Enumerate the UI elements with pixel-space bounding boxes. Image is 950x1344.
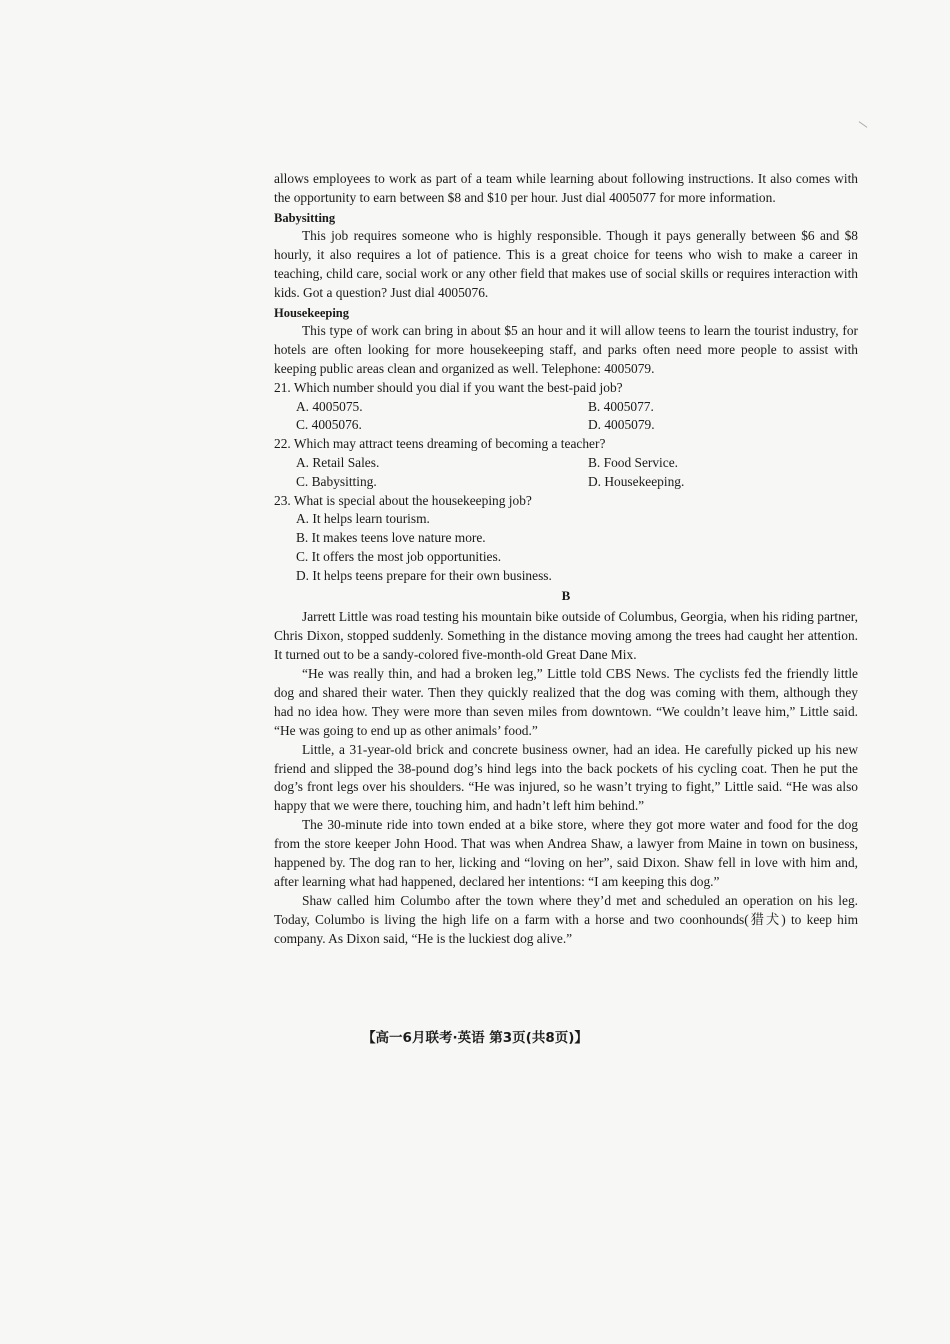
question-22 xyxy=(274,435,858,491)
question-options xyxy=(274,398,858,436)
option-b[interactable]: B. Food Service. xyxy=(588,454,679,470)
babysitting-text: This job requires someone who is highly responsible. Though it pays generally between $6 and $8 hourly, it also requires a lot of patience. This is a great choice for teens who wish to make a career in teaching, child care, social work or any other field that makes use of social skills or requires interaction with kids. Got a question? Just dial 4005076. xyxy=(274,228,858,300)
section-b-label: B xyxy=(561,587,571,603)
question-21 xyxy=(274,379,858,435)
passage-b-paragraph: Little, a 31-year-old brick and concrete business owner, had an idea. He carefully picked up his new friend and slipped the 38-pound dog’s hind legs into the back pockets of his cycling coat. Then he put the dog’s front legs over his shoulders. “He was injured, so he wasn’t trying to fight,” Little said. “He was also happy that we were there, touching him, and hadn’t left him behind.” xyxy=(274,741,858,814)
passage-b-paragraph: “He was really thin, and had a broken leg,” Little told CBS News. The cyclists fed the friendly little dog and shared their water. Then they quickly realized that the dog was coming with them, although they had no idea how. They were more than seven miles from downtown. “We couldn’t leave him,” Little said. “He was going to end up as other animals’ food.” xyxy=(274,666,858,738)
question-options xyxy=(274,454,858,492)
question-options xyxy=(274,510,858,585)
housekeeping-text: This type of work can bring in about $5 an hour and it will allow teens to learn the tourist industry, for hotels are often looking for more housekeeping staff, and parks often need more people to assist with keeping public areas clean and organized as well. Telephone: 4005079. xyxy=(274,323,858,376)
passage-b-paragraph: Jarrett Little was road testing his mountain bike outside of Columbus, Georgia, when his riding partner, Chris Dixon, stopped suddenly. Something in the distance moving among the trees had caught her attention. It turned out to be a sandy-colored five-month-old Great Dane Mix. xyxy=(274,609,858,663)
heading-housekeeping: Housekeeping xyxy=(274,305,350,320)
option-d[interactable]: D. Housekeeping. xyxy=(588,473,685,489)
option-a[interactable]: A. Retail Sales. xyxy=(296,454,380,470)
passage-b-paragraph: Shaw called him Columbo after the town where they’d met and scheduled an operation on his leg. Today, Columbo is living the high life on a farm with a horse and two coonhounds(猎犬) to keep him company. As Dixon said, “He is the luckiest dog alive.” xyxy=(274,892,858,946)
option-c[interactable]: C. 4005076. xyxy=(296,417,362,433)
option-a[interactable]: A. 4005075. xyxy=(296,398,363,414)
heading-babysitting: Babysitting xyxy=(274,210,336,225)
passage-b-paragraph: The 30-minute ride into town ended at a bike store, where they got more water and food for the dog from the store keeper John Hood. That was when Andrea Shaw, a lawyer from Maine in town on business, happened by. The dog ran to her, licking and “loving on her”, said Dixon. Shaw fell in love with him and, after learning what had happened, declared her intentions: “I am keeping this dog.” xyxy=(274,817,858,890)
passage-a-intro: allows employees to work as part of a team while learning about following instructions. It also comes with the opportunity to earn between $8 and $10 per hour. Just dial 4005077 for more information. xyxy=(274,171,858,205)
exam-page xyxy=(274,170,858,949)
question-stem: 23. What is special about the housekeeping job? xyxy=(274,492,532,508)
scan-mark xyxy=(859,121,868,128)
option-a[interactable]: A. It helps learn tourism. xyxy=(296,511,430,527)
question-stem: 22. Which may attract teens dreaming of becoming a teacher? xyxy=(274,436,606,452)
option-d[interactable]: D. It helps teens prepare for their own business. xyxy=(296,567,552,583)
passage-b xyxy=(274,608,858,948)
question-stem: 21. Which number should you dial if you want the best-paid job? xyxy=(274,379,623,395)
option-b[interactable]: B. 4005077. xyxy=(588,398,654,414)
option-c[interactable]: C. Babysitting. xyxy=(296,473,377,489)
option-c[interactable]: C. It offers the most job opportunities. xyxy=(296,548,502,564)
option-d[interactable]: D. 4005079. xyxy=(588,417,655,433)
option-b[interactable]: B. It makes teens love nature more. xyxy=(296,530,486,546)
page-footer: 【高一6月联考·英语 第3页(共8页)】 xyxy=(362,1030,588,1046)
question-23 xyxy=(274,492,858,586)
